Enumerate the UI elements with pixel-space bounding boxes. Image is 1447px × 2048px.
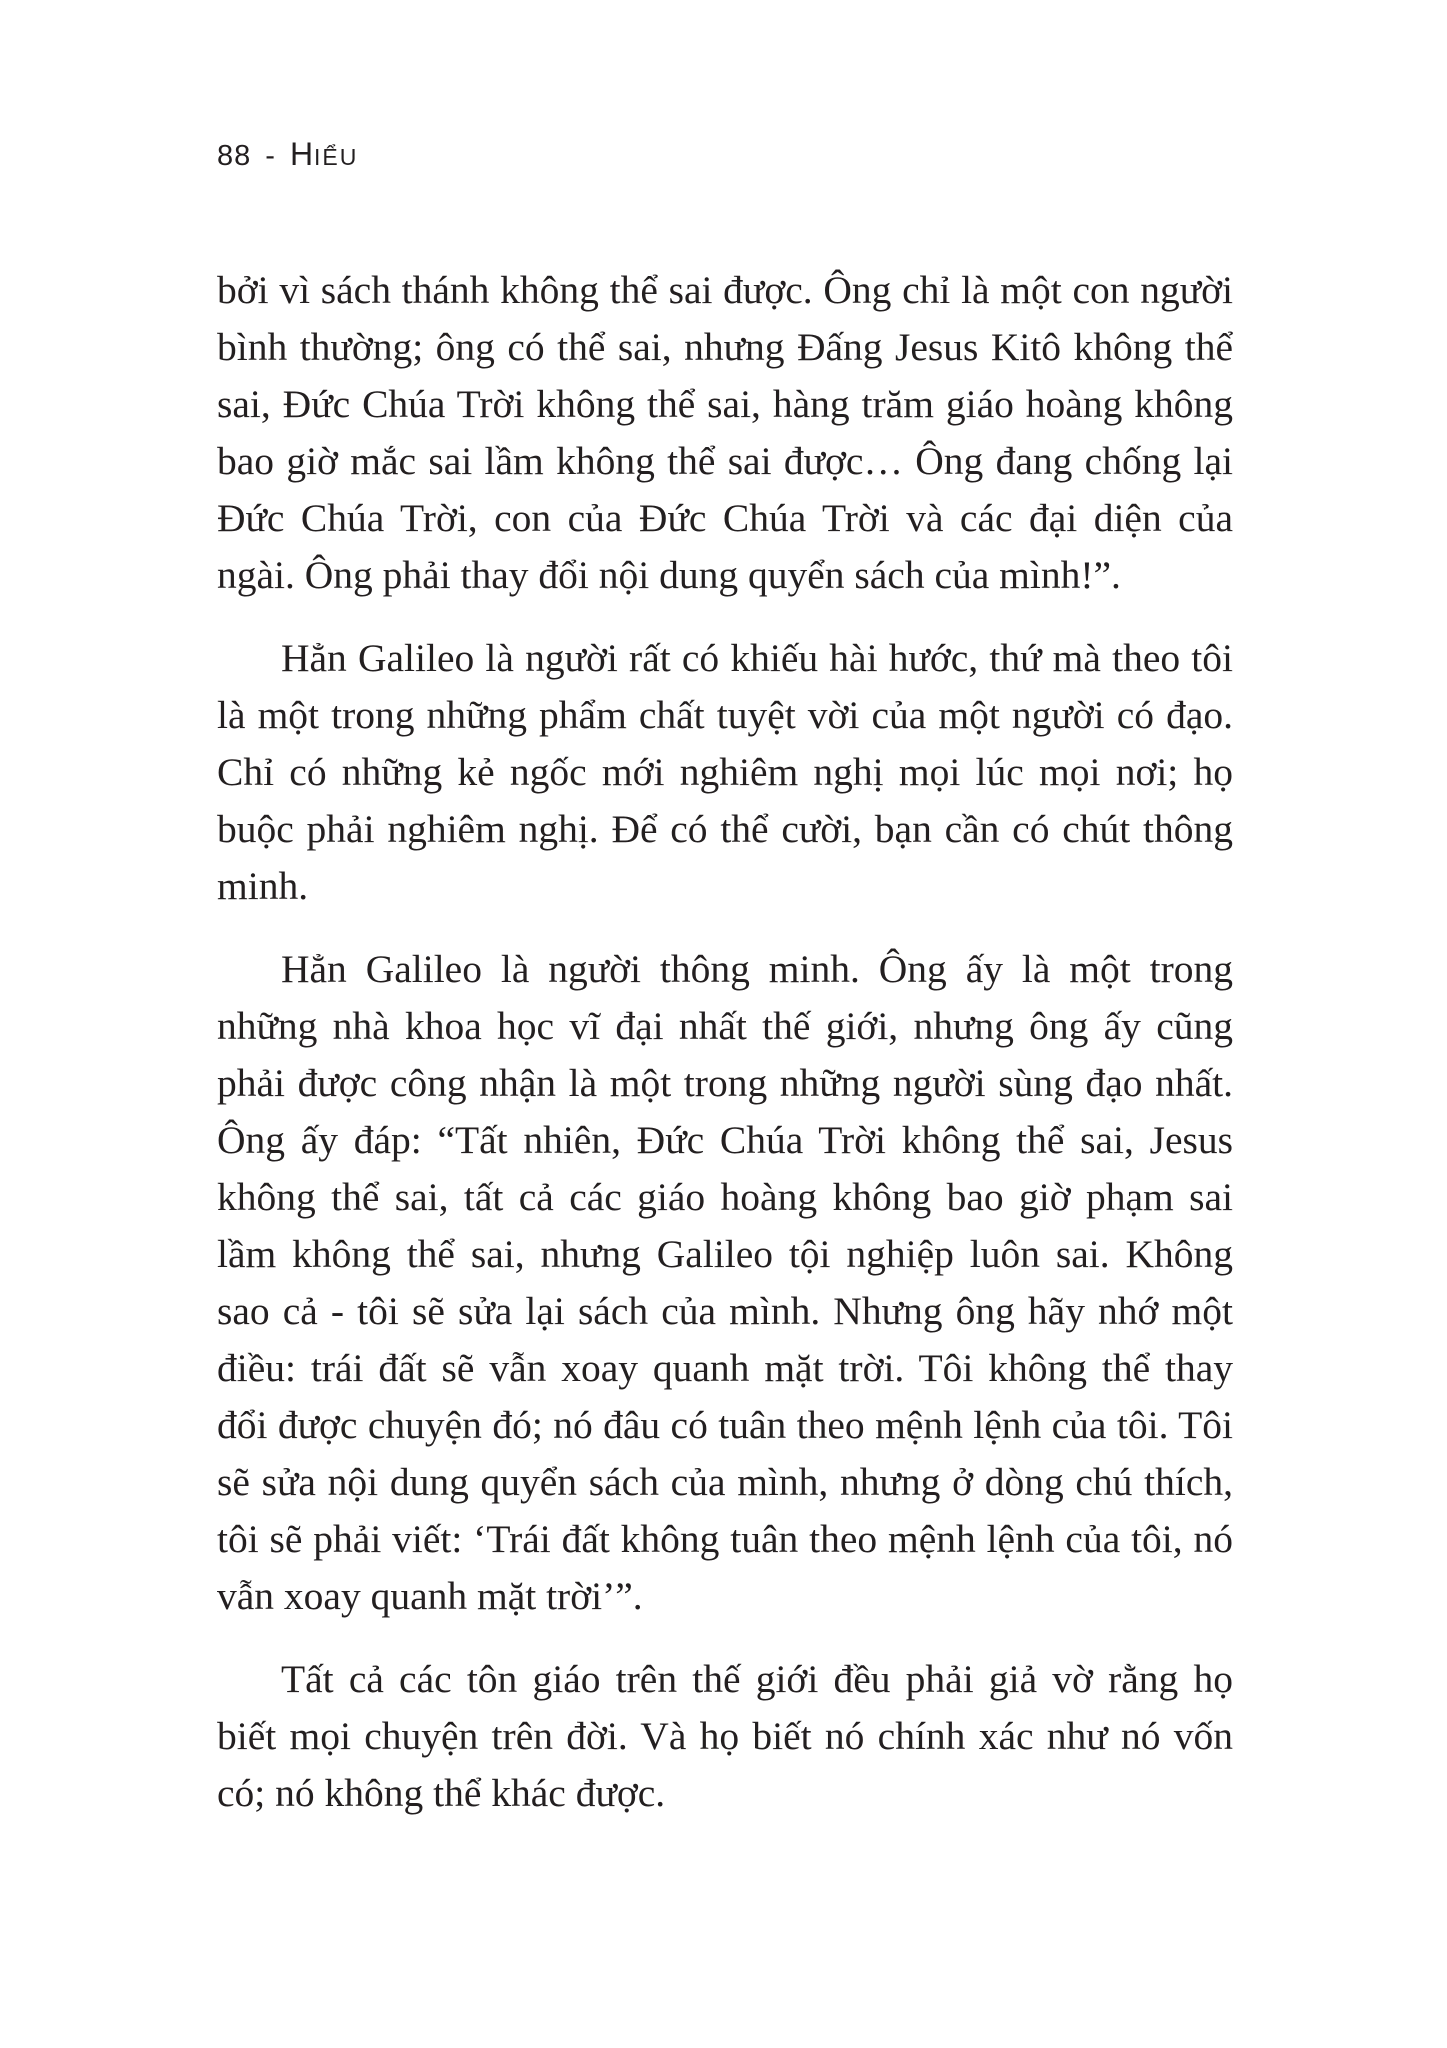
page-number: 88 (217, 140, 252, 172)
paragraph: Tất cả các tôn giáo trên thế giới đều phải giả vờ rằng họ biết mọi chuyện trên đời. Và họ biết nó chính xác như nó vốn có; nó không thể khác được. (217, 1657, 1233, 1815)
paragraph: Hẳn Galileo là người rất có khiếu hài hước, thứ mà theo tôi là một trong những phẩm chất tuyệt vời của một người có đạo. Chỉ có những kẻ ngốc mới nghiêm nghị mọi lúc mọi nơi; họ buộc phải nghiêm nghị. Để có thể cười, bạn cần có chút thông minh. (217, 636, 1233, 908)
book-title-rest: IỂU (314, 144, 359, 170)
paragraph: Hẳn Galileo là người thông minh. Ông ấy là một trong những nhà khoa học vĩ đại nhất thế giới, nhưng ông ấy cũng phải được công nhận là một trong những người sùng đạo nhất. Ông ấy đáp: “Tất nhiên, Đức Chúa Trời không thể sai, Jesus không thể sai, tất cả các giáo hoàng không bao giờ phạm sai lầm không thể sai, nhưng Galileo tội nghiệp luôn sai. Không sao cả - tôi sẽ sửa lại sách của mình. Nhưng ông hãy nhớ một điều: trái đất sẽ vẫn xoay quanh mặt trời. Tôi không thể thay đổi được chuyện đó; nó đâu có tuân theo mệnh lệnh của tôi. Tôi sẽ sửa nội dung quyển sách của mình, nhưng ở dòng chú thích, tôi sẽ phải viết: ‘Trái đất không tuân theo mệnh lệnh của tôi, nó vẫn xoay quanh mặt trời’”. (217, 947, 1233, 1618)
body-text (217, 262, 1233, 1848)
running-header (217, 136, 358, 173)
paragraph-continued: bởi vì sách thánh không thể sai được. Ông chỉ là một con người bình thường; ông có thể sai, nhưng Đấng Jesus Kitô không thể sai, Đức Chúa Trời không thể sai, hàng trăm giáo hoàng không bao giờ mắc sai lầm không thể sai được… Ông đang chống lại Đức Chúa Trời, con của Đức Chúa Trời và các đại diện của ngài. Ông phải thay đổi nội dung quyển sách của mình!”. (217, 268, 1233, 597)
book-title-initial: H (289, 136, 315, 172)
header-separator: - (265, 140, 276, 172)
